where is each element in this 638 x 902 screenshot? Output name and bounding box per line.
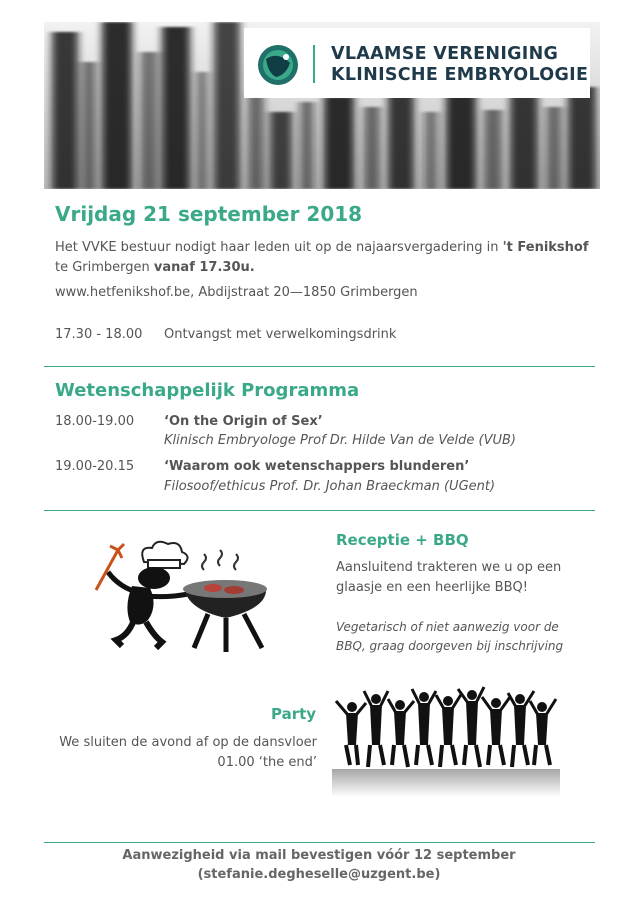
- program-heading: Wetenschappelijk Programma: [55, 380, 360, 401]
- party-text: [55, 733, 317, 773]
- intro-venue: 't Fenikshof: [502, 240, 589, 255]
- intro-text-b: te Grimbergen: [55, 260, 154, 275]
- address-line: www.hetfenikshof.be, Abdijstraat 20—1850 Grimbergen: [55, 285, 418, 300]
- divider-3: [44, 842, 595, 843]
- intro-time: vanaf 17.30u.: [153, 260, 255, 275]
- divider-2: [44, 510, 595, 511]
- date-heading: Vrijdag 21 september 2018: [55, 202, 363, 226]
- bbq-note: [336, 618, 563, 656]
- logo-line-1: VLAAMSE VERENIGING: [331, 44, 559, 64]
- program-title-2: ‘Waarom ook wetenschappers blunderen’: [164, 459, 470, 474]
- bbq-heading: Receptie + BBQ: [336, 531, 469, 549]
- logo-line-2: KLINISCHE EMBRYOLOGIE: [331, 65, 589, 85]
- footer-line-1: Aanwezigheid via mail bevestigen vóór 12 september: [122, 848, 516, 863]
- party-heading: Party: [271, 705, 317, 723]
- logo-divider: [313, 45, 315, 83]
- dancers-silhouette: [332, 685, 560, 797]
- intro-paragraph: [55, 238, 600, 278]
- logo-wordmark: [331, 44, 588, 86]
- bbq-note-1: Vegetarisch of niet aanwezig voor de: [336, 620, 559, 634]
- footer: [0, 846, 638, 884]
- bbq-devil-illustration: [88, 536, 274, 656]
- bbq-note-2: BBQ, graag doorgeven bij inschrijving: [336, 639, 564, 653]
- program-title-1: ‘On the Origin of Sex’: [164, 414, 323, 429]
- bbq-line-1: Aansluitend trakteren we u op een: [336, 560, 562, 575]
- bbq-line-2: glaasje en een heerlijke BBQ!: [336, 580, 528, 595]
- reception-time: 17.30 - 18.00: [55, 327, 143, 342]
- program-speaker-1: Klinisch Embryologe Prof Dr. Hilde Van de Velde (VUB): [164, 433, 516, 448]
- intro-text-a: Het VVKE bestuur nodigt haar leden uit op de najaarsvergadering in: [55, 240, 503, 255]
- bbq-text: [336, 558, 561, 598]
- program-speaker-2: Filosoof/ethicus Prof. Dr. Johan Braeckman (UGent): [164, 479, 496, 494]
- reception-desc: Ontvangst met verwelkomingsdrink: [164, 327, 397, 342]
- program-time-2: 19.00-20.15: [55, 459, 135, 474]
- embryo-logo-icon: [256, 43, 300, 87]
- divider-1: [44, 366, 595, 367]
- party-line-1: We sluiten de avond af op de dansvloer: [59, 735, 317, 750]
- footer-email[interactable]: (stefanie.degheselle@uzgent.be): [197, 867, 441, 882]
- party-line-2: 01.00 ‘the end’: [217, 755, 317, 770]
- program-time-1: 18.00-19.00: [55, 414, 135, 429]
